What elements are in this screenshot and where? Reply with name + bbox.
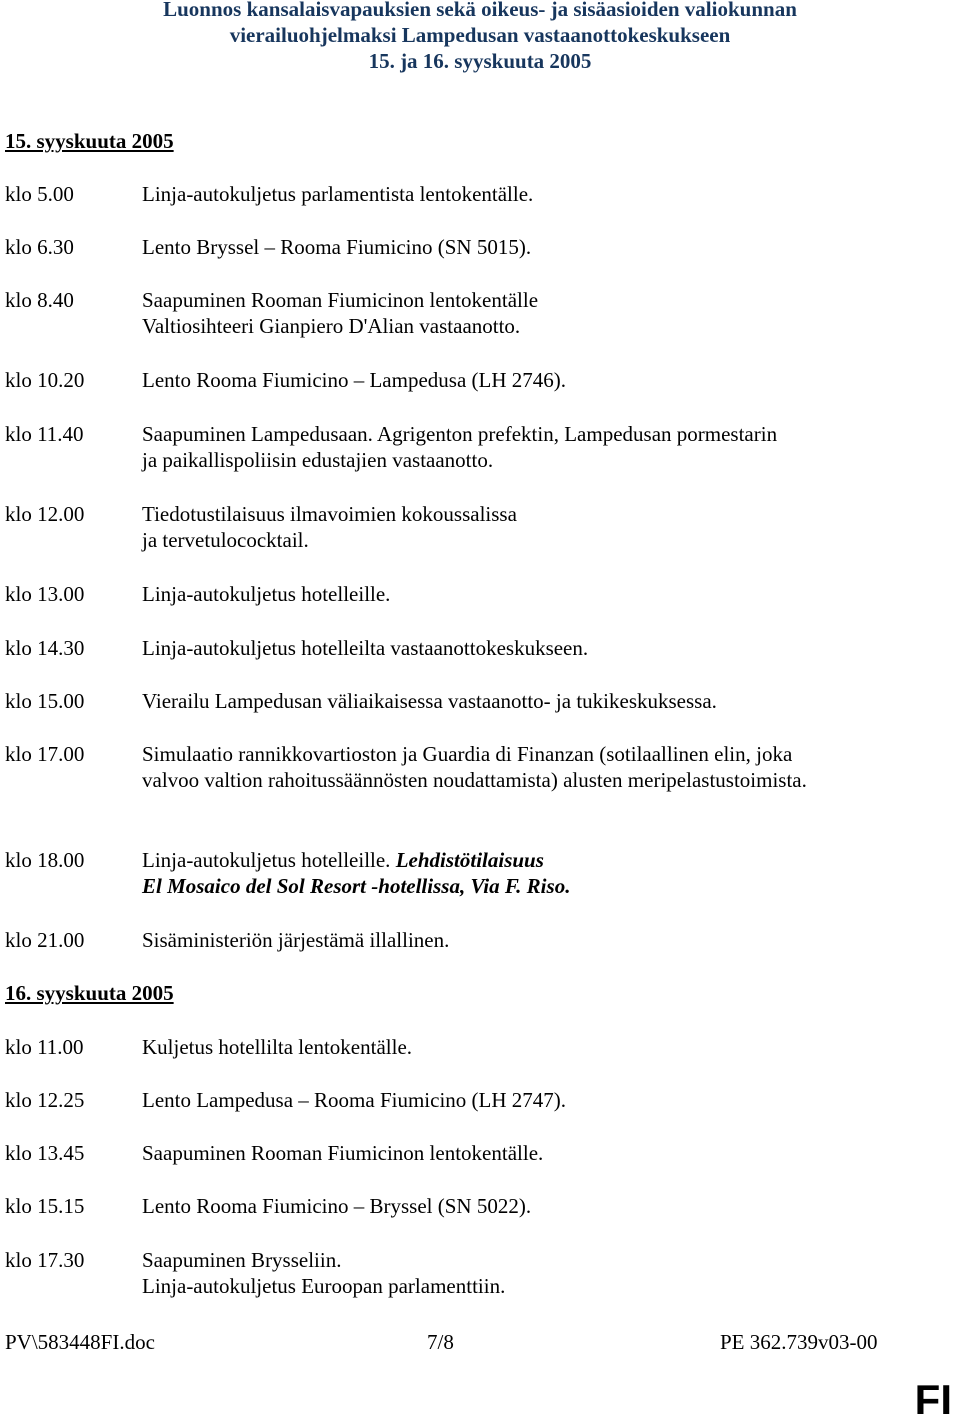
- time-label: klo 15.00: [5, 689, 85, 713]
- event-text: Saapuminen Rooman Fiumicinon lentokentälle.: [142, 1141, 544, 1165]
- event-text: Saapuminen Brysseliin.: [142, 1248, 342, 1272]
- time-label: klo 13.00: [5, 582, 85, 606]
- event-text: ja tervetulococktail.: [142, 528, 309, 552]
- doc-title-date: 15. ja 16. syyskuuta 2005: [368, 49, 592, 73]
- event-text: ja paikallispoliisin edustajien vastaanotto.: [142, 448, 494, 472]
- event-text-plain: Linja-autokuljetus hotelleille.: [142, 848, 391, 872]
- event-text: Tiedotustilaisuus ilmavoimien kokoussalissa: [142, 502, 517, 526]
- time-label: klo 12.00: [5, 502, 85, 526]
- event-text: valvoo valtion rahoitussäännösten noudattamista) alusten meripelastustoimista.: [142, 768, 807, 792]
- time-label: klo 21.00: [5, 928, 85, 952]
- event-text: Saapuminen Lampedusaan. Agrigenton prefektin, Lampedusan pormestarin: [142, 422, 778, 446]
- time-label: klo 14.30: [5, 636, 85, 660]
- time-label: klo 10.20: [5, 368, 85, 392]
- footer-page-number: 7/8: [427, 1330, 454, 1354]
- event-text: Vierailu Lampedusan väliaikaisessa vastaanotto- ja tukikeskuksessa.: [142, 689, 717, 713]
- footer-pe-ref: PE 362.739v03-00: [720, 1330, 878, 1354]
- event-text: Valtiosihteeri Gianpiero D'Alian vastaanotto.: [142, 314, 521, 338]
- time-label: klo 13.45: [5, 1141, 85, 1165]
- time-label: klo 12.25: [5, 1088, 85, 1112]
- event-text: Linja-autokuljetus parlamentista lentokentälle.: [142, 182, 534, 206]
- doc-title-line-2: vierailuohjelmaksi Lampedusan vastaanottokeskukseen: [229, 23, 731, 47]
- time-label: klo 8.40: [5, 288, 74, 312]
- press-conference-venue: El Mosaico del Sol Resort -hotellissa, Via F. Riso.: [142, 874, 571, 898]
- day2-heading: 16. syyskuuta 2005: [5, 981, 174, 1005]
- press-conference-label: Lehdistötilaisuus: [395, 848, 544, 872]
- footer-doc-ref: PV\583448FI.doc: [5, 1330, 155, 1354]
- event-text: Kuljetus hotellilta lentokentälle.: [142, 1035, 413, 1059]
- time-label: klo 11.00: [5, 1035, 84, 1059]
- event-text: Lento Lampedusa – Rooma Fiumicino (LH 2747).: [142, 1088, 567, 1112]
- time-label: klo 17.30: [5, 1248, 85, 1272]
- time-label: klo 17.00: [5, 742, 85, 766]
- event-text: Linja-autokuljetus hotelleille.: [142, 582, 391, 606]
- time-label: klo 15.15: [5, 1194, 85, 1218]
- event-text: Saapuminen Rooman Fiumicinon lentokentälle: [142, 288, 539, 312]
- doc-title-line-1: Luonnos kansalaisvapauksien sekä oikeus- ja sisäasioiden valiokunnan: [163, 0, 797, 21]
- event-text: Sisäministeriön järjestämä illallinen.: [142, 928, 450, 952]
- event-text: Linja-autokuljetus hotelleilta vastaanottokeskukseen.: [142, 636, 589, 660]
- time-label: klo 6.30: [5, 235, 74, 259]
- event-text: Simulaatio rannikkovartioston ja Guardia di Finanzan (sotilaallinen elin, joka: [142, 742, 793, 766]
- event-text: Lento Rooma Fiumicino – Bryssel (SN 5022).: [142, 1194, 532, 1218]
- day1-heading: 15. syyskuuta 2005: [5, 129, 174, 153]
- time-label: klo 11.40: [5, 422, 84, 446]
- time-label: klo 18.00: [5, 848, 85, 872]
- time-label: klo 5.00: [5, 182, 74, 206]
- event-text: Lento Bryssel – Rooma Fiumicino (SN 5015).: [142, 235, 532, 259]
- event-text: [142, 847, 544, 874]
- event-text: Lento Rooma Fiumicino – Lampedusa (LH 2746).: [142, 368, 567, 392]
- language-code: FI: [914, 1376, 952, 1423]
- event-text: Linja-autokuljetus Euroopan parlamenttiin.: [142, 1274, 506, 1298]
